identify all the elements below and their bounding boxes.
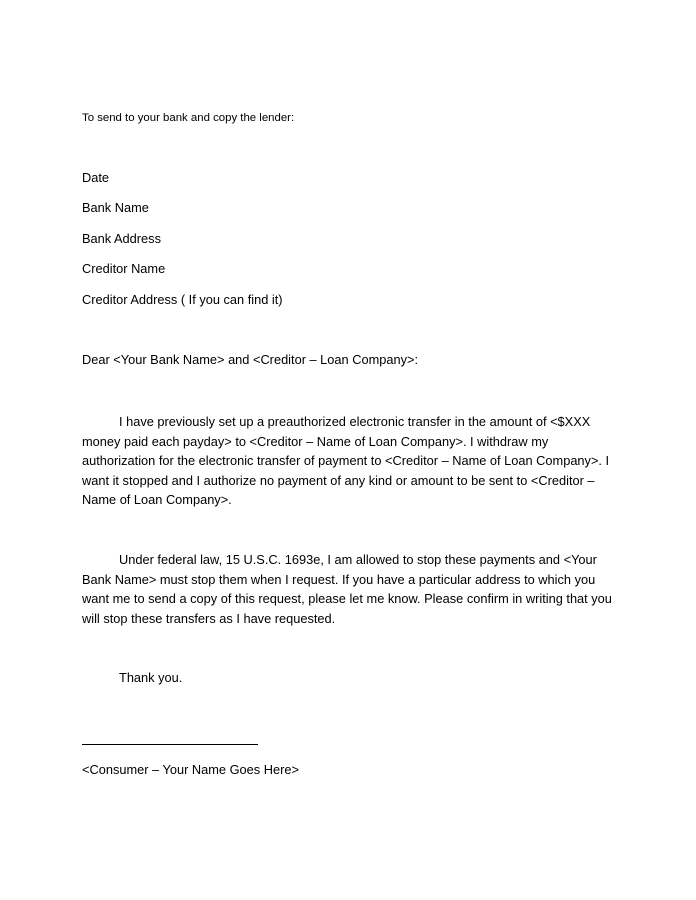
paragraph-federal-law — [82, 550, 622, 628]
paragraph-line: I have previously set up a preauthorized electronic transfer in the amount of <$XXX — [119, 414, 591, 429]
address-line-bank-address: Bank Address — [82, 231, 161, 246]
address-line-creditor-address: Creditor Address ( If you can find it) — [82, 292, 283, 307]
paragraph-line: will stop these transfers as I have requested. — [82, 610, 336, 626]
paragraph-line: Name of Loan Company>. — [82, 492, 232, 507]
closing: Thank you. — [119, 670, 183, 685]
paragraph-withdraw-authorization — [82, 412, 622, 510]
paragraph-line: Under federal law, 15 U.S.C. 1693e, I am allowed to stop these payments and <Your — [119, 552, 597, 567]
paragraph-line: Bank Name> must stop them when I request. If you have a particular address to which you — [82, 571, 596, 587]
signature-line — [82, 744, 258, 745]
address-line-date: Date — [82, 170, 110, 185]
paragraph-line: money paid each payday> to <Creditor – Name of Loan Company>. I withdraw my — [82, 433, 549, 449]
signer-name: <Consumer – Your Name Goes Here> — [82, 762, 299, 777]
intro-note: To send to your bank and copy the lender: — [82, 112, 295, 124]
address-line-bank-name: Bank Name — [82, 200, 149, 215]
address-line-creditor-name: Creditor Name — [82, 261, 166, 276]
paragraph-line: want it stopped and I authorize no payment of any kind or amount to be sent to <Creditor – — [82, 472, 595, 488]
paragraph-line: want me to send a copy of this request, please let me know. Please confirm in writing that you — [82, 591, 612, 606]
salutation: Dear <Your Bank Name> and <Creditor – Loan Company>: — [82, 352, 419, 367]
paragraph-line: authorization for the electronic transfer of payment to <Creditor – Name of Loan Company>. I — [82, 453, 610, 468]
